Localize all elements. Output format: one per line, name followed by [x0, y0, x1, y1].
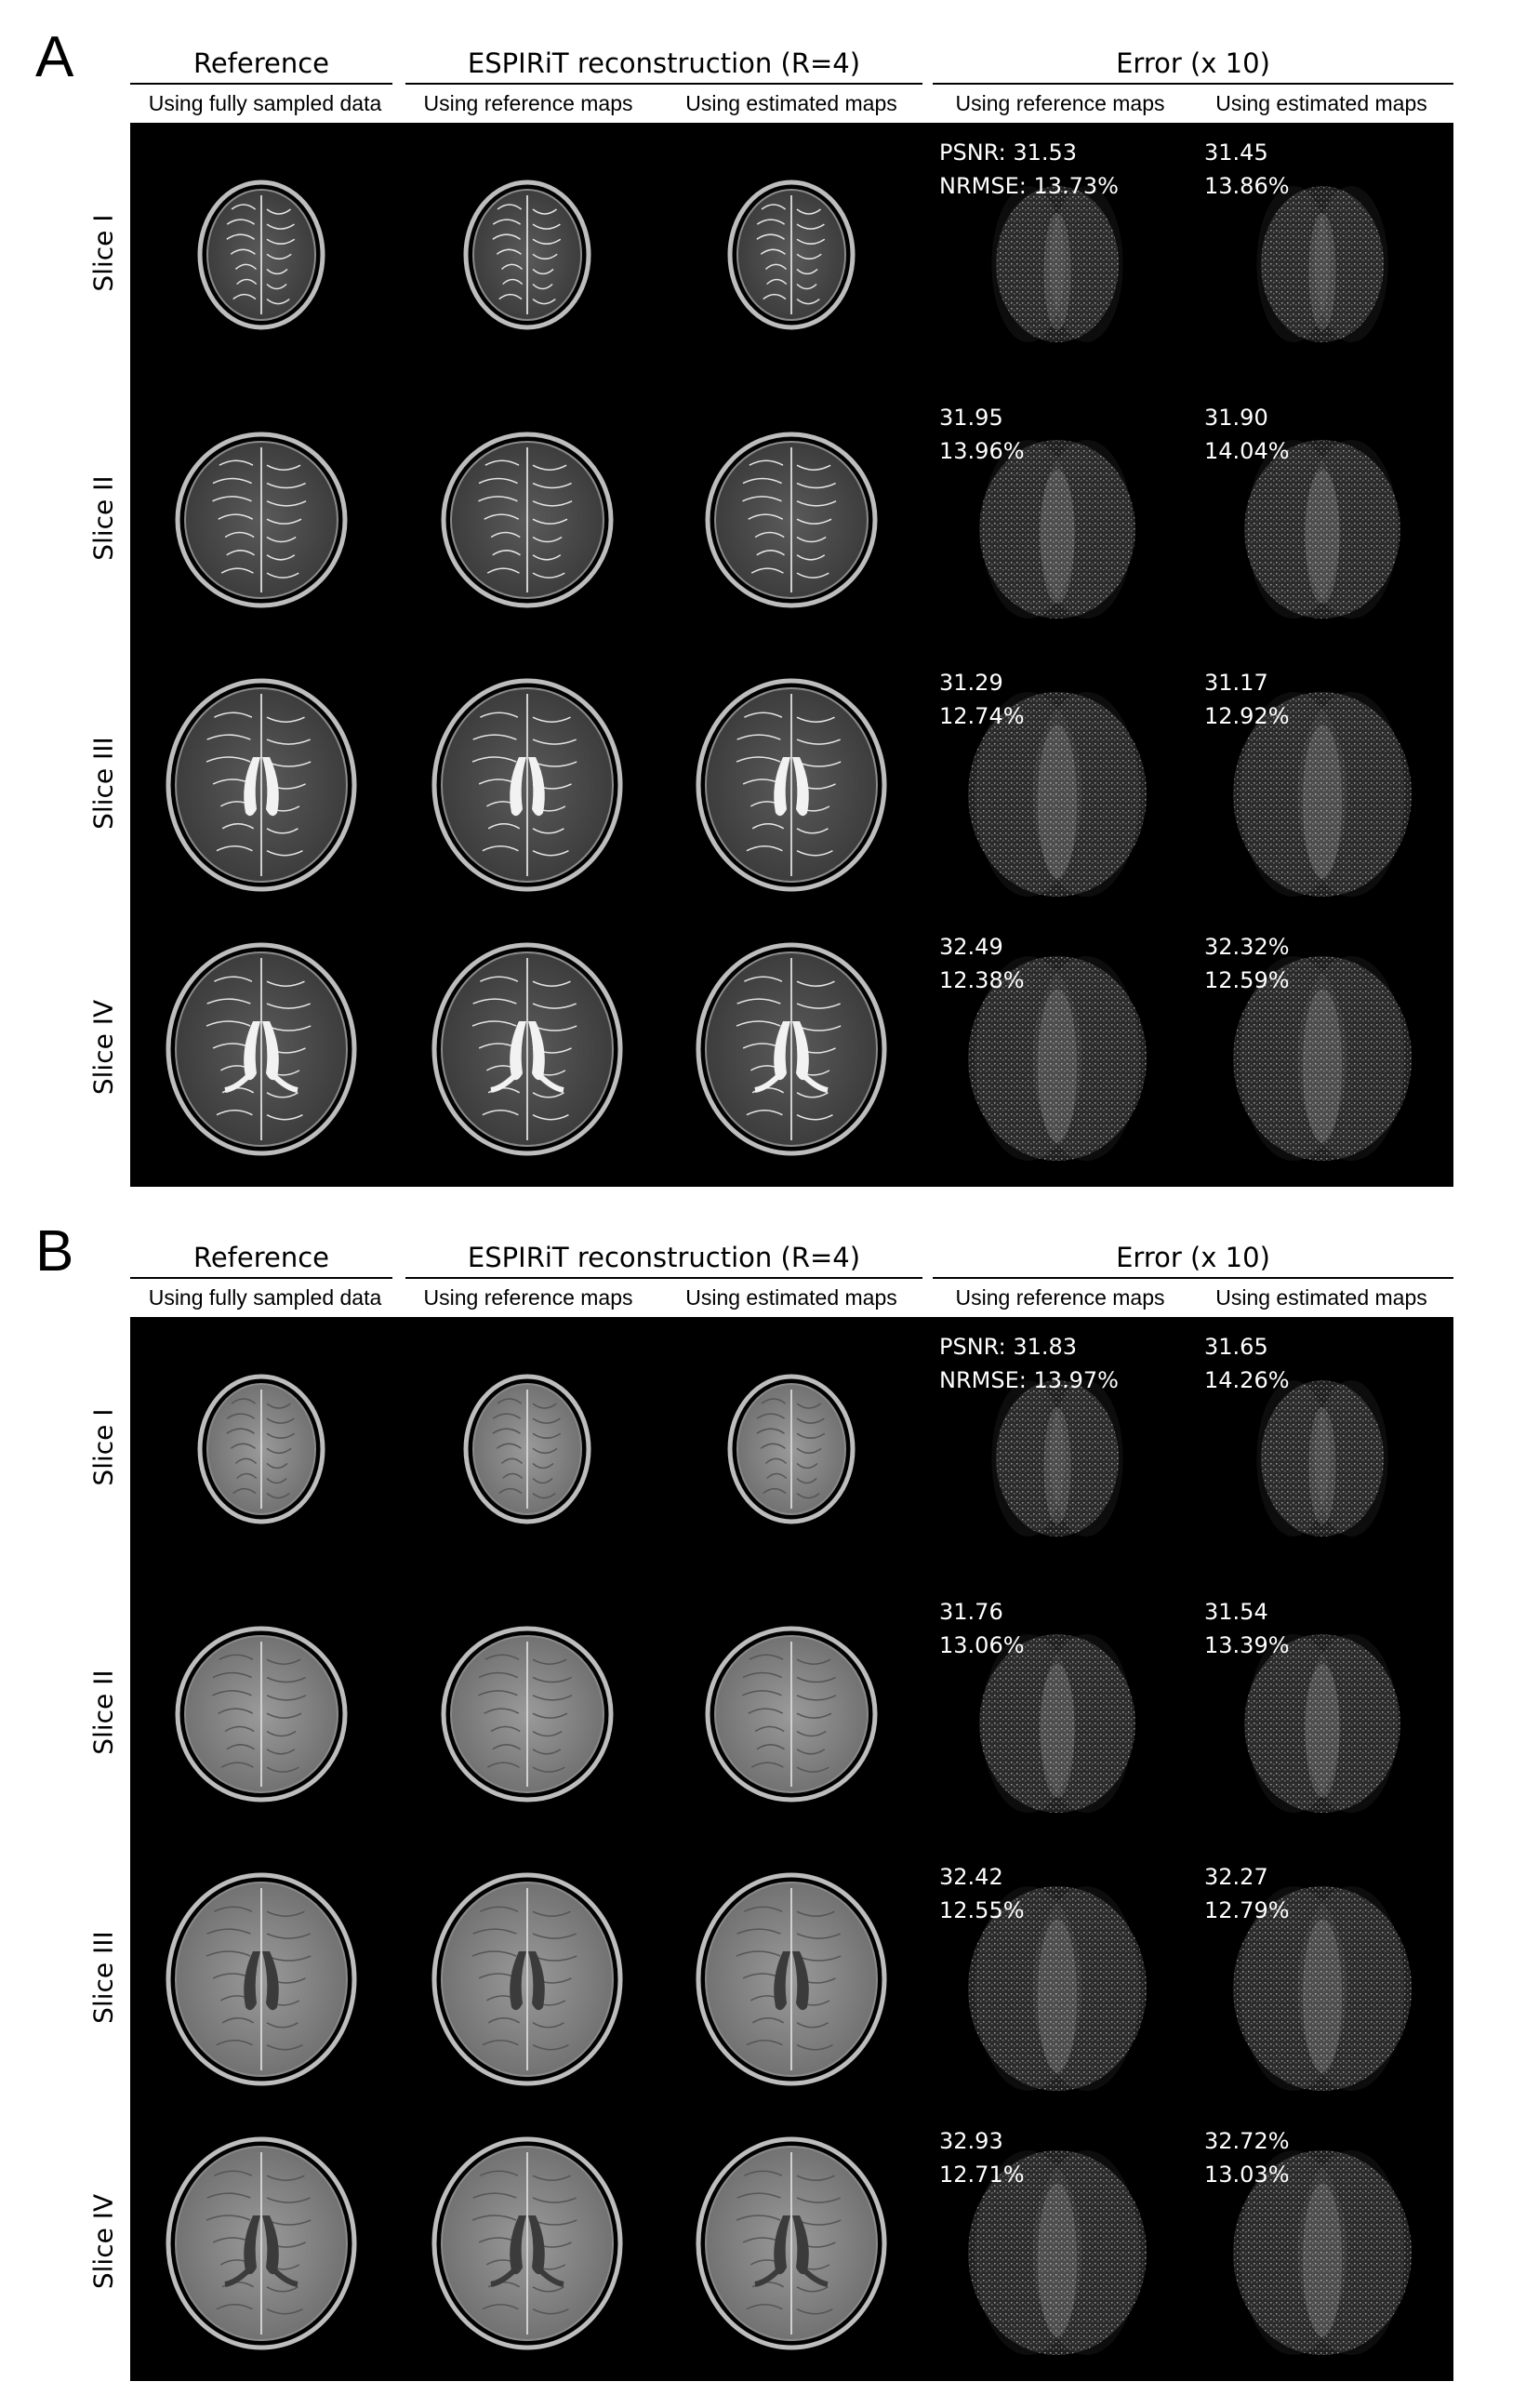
mri-brain-image	[660, 1847, 922, 2108]
psnr-value: 32.72%	[1204, 2128, 1290, 2154]
metric-label	[939, 1595, 1025, 1662]
row-label: Slice IV	[87, 2193, 119, 2290]
header-title: Reference	[192, 47, 330, 79]
row-label: Slice IV	[87, 999, 119, 1096]
psnr-value: 31.76	[939, 1599, 1003, 1625]
error-image-cell	[1191, 1847, 1453, 2108]
mri-brain-image	[130, 2111, 392, 2372]
metric-label	[939, 666, 1025, 733]
header-title: Error (x 10)	[1116, 47, 1270, 79]
row-label: Slice III	[87, 737, 119, 830]
error-image-cell	[926, 1582, 1188, 1843]
metric-label	[1204, 930, 1290, 997]
psnr-value: 31.54	[1204, 1599, 1268, 1625]
psnr-value: 32.27	[1204, 1864, 1268, 1890]
nrmse-value: 13.06%	[939, 1632, 1025, 1658]
mri-brain-image	[660, 917, 922, 1177]
psnr-value: 31.45	[1204, 140, 1268, 166]
header-reference	[130, 47, 392, 85]
metric-label	[1204, 136, 1290, 203]
mri-image-cell	[396, 653, 658, 913]
mri-brain-image	[130, 388, 392, 648]
subheader: Using fully sampled data	[148, 1285, 382, 1310]
psnr-value: 31.95	[939, 405, 1003, 431]
header-title: ESPIRiT reconstruction (R=4)	[467, 1242, 861, 1273]
header-reference	[130, 1241, 392, 1279]
mri-image-cell	[130, 123, 392, 383]
psnr-value: 32.32%	[1204, 934, 1290, 960]
error-image-cell	[1191, 1317, 1453, 1577]
header-title: Reference	[192, 1242, 330, 1273]
mri-image-cell	[130, 1847, 392, 2108]
header-error	[933, 1241, 1453, 1279]
mri-brain-image	[660, 2111, 922, 2372]
nrmse-value: 12.71%	[939, 2162, 1025, 2188]
mri-image-cell	[396, 2111, 658, 2372]
metric-label	[1204, 401, 1290, 468]
header-title: ESPIRiT reconstruction (R=4)	[467, 47, 861, 79]
nrmse-value: 12.92%	[1204, 703, 1290, 729]
mri-brain-image	[660, 1317, 922, 1577]
psnr-value: 32.49	[939, 934, 1003, 960]
mri-image-cell	[396, 388, 658, 648]
mri-brain-image	[130, 1317, 392, 1577]
subheader: Using estimated maps	[1215, 91, 1427, 115]
mri-image-cell	[660, 1317, 922, 1577]
subheader: Using reference maps	[423, 1285, 633, 1310]
header-rule	[933, 1277, 1453, 1279]
image-grid	[130, 123, 1453, 1187]
subheader: Using reference maps	[423, 91, 633, 115]
header-rule	[130, 1277, 392, 1279]
mri-image-cell	[396, 1317, 658, 1577]
metric-label	[1204, 2124, 1290, 2191]
error-image-cell	[1191, 123, 1453, 383]
subheader: Using estimated maps	[685, 91, 897, 115]
metric-label	[1204, 1595, 1290, 1662]
row-label: Slice I	[87, 1408, 119, 1486]
nrmse-value: 12.79%	[1204, 1897, 1290, 1923]
mri-image-cell	[660, 1582, 922, 1843]
mri-brain-image	[660, 653, 922, 913]
subheader: Using estimated maps	[685, 1285, 897, 1310]
nrmse-value: 12.59%	[1204, 967, 1290, 993]
mri-image-cell	[130, 1317, 392, 1577]
nrmse-value: 12.55%	[939, 1897, 1025, 1923]
mri-brain-image	[130, 123, 392, 383]
header-rule	[405, 83, 922, 85]
mri-brain-image	[660, 1582, 922, 1843]
error-image-cell	[926, 1317, 1188, 1577]
nrmse-value: 12.74%	[939, 703, 1025, 729]
mri-image-cell	[130, 388, 392, 648]
psnr-value: PSNR: 31.83	[939, 1334, 1078, 1360]
mri-brain-image	[396, 1582, 658, 1843]
nrmse-value: 12.38%	[939, 967, 1025, 993]
mri-image-cell	[130, 917, 392, 1177]
nrmse-value: 13.03%	[1204, 2162, 1290, 2188]
error-image-cell	[926, 1847, 1188, 2108]
subheader: Using estimated maps	[1215, 1285, 1427, 1310]
mri-image-cell	[396, 917, 658, 1177]
header-error	[933, 47, 1453, 85]
mri-image-cell	[660, 917, 922, 1177]
metric-label	[1204, 1330, 1290, 1397]
header-rule	[405, 1277, 922, 1279]
header-rule	[130, 83, 392, 85]
panel-letter: B	[35, 1219, 74, 1284]
psnr-value: 31.17	[1204, 670, 1268, 696]
error-image-cell	[926, 123, 1188, 383]
mri-image-cell	[660, 1847, 922, 2108]
mri-brain-image	[396, 388, 658, 648]
mri-brain-image	[396, 2111, 658, 2372]
mri-image-cell	[660, 653, 922, 913]
mri-brain-image	[396, 653, 658, 913]
row-label: Slice I	[87, 214, 119, 292]
mri-brain-image	[130, 1847, 392, 2108]
error-image-cell	[1191, 388, 1453, 648]
nrmse-value: 13.39%	[1204, 1632, 1290, 1658]
row-label: Slice II	[87, 1670, 119, 1755]
mri-brain-image	[660, 388, 922, 648]
mri-image-cell	[396, 1847, 658, 2108]
error-image-cell	[1191, 2111, 1453, 2372]
nrmse-value: NRMSE: 13.73%	[939, 173, 1119, 199]
header-title: Error (x 10)	[1116, 1242, 1270, 1273]
subheader: Using reference maps	[955, 91, 1165, 115]
metric-label	[939, 1860, 1025, 1927]
nrmse-value: 14.04%	[1204, 438, 1290, 464]
header-espirit	[405, 1241, 922, 1279]
mri-image-cell	[130, 2111, 392, 2372]
psnr-value: 32.42	[939, 1864, 1003, 1890]
mri-image-cell	[396, 123, 658, 383]
psnr-value: 32.93	[939, 2128, 1003, 2154]
error-image-cell	[926, 653, 1188, 913]
mri-brain-image	[396, 1847, 658, 2108]
header-rule	[933, 83, 1453, 85]
row-label: Slice II	[87, 475, 119, 561]
metric-label	[1204, 666, 1290, 733]
mri-image-cell	[660, 123, 922, 383]
mri-brain-image	[130, 653, 392, 913]
mri-image-cell	[130, 653, 392, 913]
mri-brain-image	[660, 123, 922, 383]
error-image-cell	[926, 388, 1188, 648]
nrmse-value: 13.86%	[1204, 173, 1290, 199]
psnr-value: 31.29	[939, 670, 1003, 696]
error-image-cell	[926, 2111, 1188, 2372]
mri-image-cell	[130, 1582, 392, 1843]
header-espirit	[405, 47, 922, 85]
metric-label	[939, 136, 1119, 203]
mri-brain-image	[130, 917, 392, 1177]
metric-label	[1204, 1860, 1290, 1927]
subheader: Using reference maps	[955, 1285, 1165, 1310]
psnr-value: 31.90	[1204, 405, 1268, 431]
error-image-cell	[1191, 653, 1453, 913]
metric-label	[939, 401, 1025, 468]
nrmse-value: 13.96%	[939, 438, 1025, 464]
error-image-cell	[1191, 1582, 1453, 1843]
error-image-cell	[926, 917, 1188, 1177]
mri-brain-image	[396, 917, 658, 1177]
error-image-cell	[1191, 917, 1453, 1177]
metric-label	[939, 1330, 1119, 1397]
subheader: Using fully sampled data	[148, 91, 382, 115]
mri-brain-image	[130, 1582, 392, 1843]
row-label: Slice III	[87, 1931, 119, 2024]
mri-image-cell	[396, 1582, 658, 1843]
mri-image-cell	[660, 2111, 922, 2372]
psnr-value: 31.65	[1204, 1334, 1268, 1360]
panel-letter: A	[35, 25, 74, 89]
image-grid	[130, 1317, 1453, 2381]
psnr-value: PSNR: 31.53	[939, 140, 1078, 166]
metric-label	[939, 2124, 1025, 2191]
nrmse-value: NRMSE: 13.97%	[939, 1367, 1119, 1393]
mri-brain-image	[396, 1317, 658, 1577]
mri-image-cell	[660, 388, 922, 648]
metric-label	[939, 930, 1025, 997]
mri-brain-image	[396, 123, 658, 383]
nrmse-value: 14.26%	[1204, 1367, 1290, 1393]
